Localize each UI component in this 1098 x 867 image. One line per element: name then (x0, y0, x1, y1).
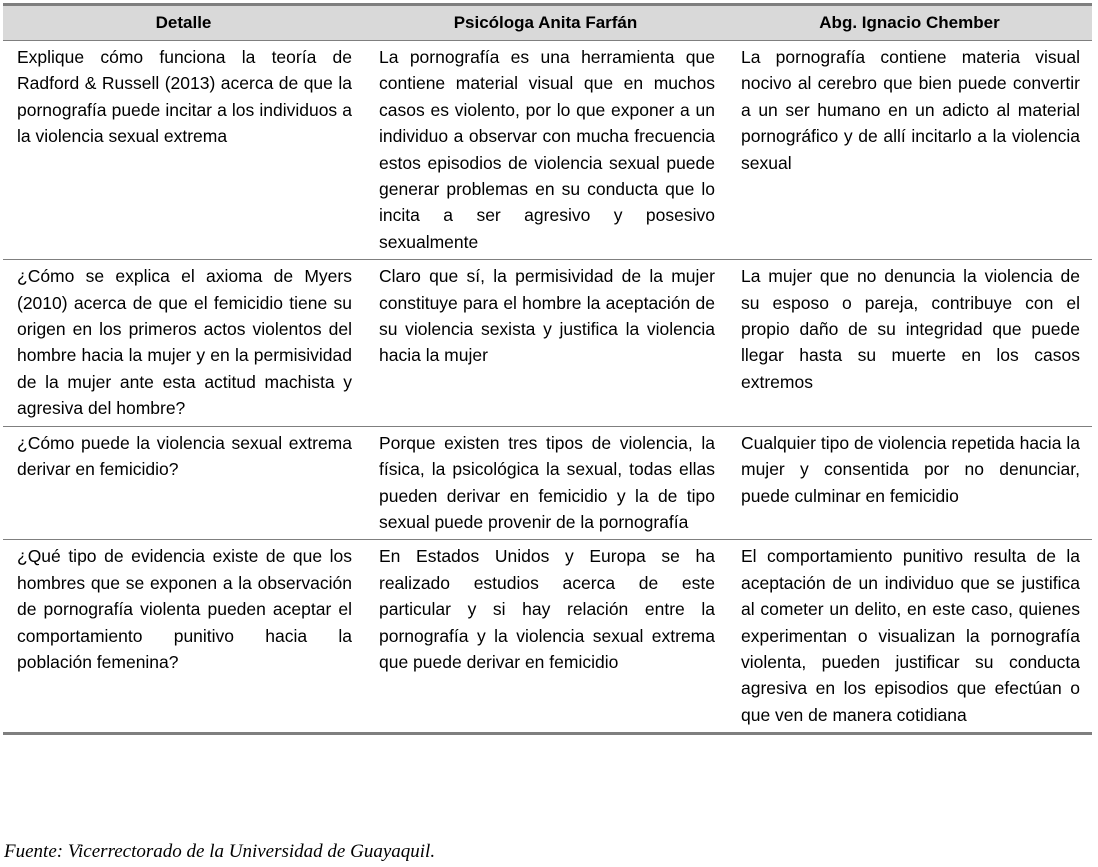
table-row (3, 260, 1092, 426)
header-detalle: Detalle (3, 5, 364, 41)
table-row (3, 540, 1092, 734)
table-header (3, 5, 1092, 41)
abogado-answer-cell: La pornografía contiene materia visual nocivo al cerebro que bien puede convertir a un ser humano en un adicto al material pornográfico y de allí incitarlo a la violencia sexual (727, 41, 1092, 260)
header-psicologa: Psicóloga Anita Farfán (364, 5, 727, 41)
abogado-answer-cell: El comportamiento punitivo resulta de la aceptación de un individuo que se justifica al cometer un delito, en este caso, quienes experimentan o visualizan la pornografía violenta, pueden justificar su conducta agresiva en los episodios que efectúan o que ven de manera cotidiana (727, 540, 1092, 734)
psicologa-answer-cell: Claro que sí, la permisividad de la mujer constituye para el hombre la aceptación de su violencia sexista y justifica la violencia hacia la mujer (364, 260, 727, 426)
table-row (3, 41, 1092, 260)
abogado-answer-cell: Cualquier tipo de violencia repetida hacia la mujer y consentida por no denunciar, puede culminar en femicidio (727, 426, 1092, 540)
psicologa-answer-cell: Porque existen tres tipos de violencia, la física, la psicológica la sexual, todas ellas pueden derivar en femicidio y la de tipo sexual puede provenir de la pornografía (364, 426, 727, 540)
interview-table (3, 3, 1092, 735)
table-body (3, 41, 1092, 734)
header-row (3, 5, 1092, 41)
table-row (3, 426, 1092, 540)
psicologa-answer-cell: La pornografía es una herramienta que contiene material visual que en muchos casos es violento, por lo que exponer a un individuo a observar con mucha frecuencia estos episodios de violencia sexual puede generar problemas en su conducta que lo incita a ser agresivo y posesivo sexualmente (364, 41, 727, 260)
question-cell: ¿Cómo puede la violencia sexual extrema derivar en femicidio? (3, 426, 364, 540)
header-abogado: Abg. Ignacio Chember (727, 5, 1092, 41)
source-caption: Fuente: Vicerrectorado de la Universidad de Guayaquil. (4, 841, 436, 862)
question-cell: ¿Qué tipo de evidencia existe de que los hombres que se exponen a la observación de pornografía violenta pueden aceptar el comportamiento punitivo hacia la población femenina? (3, 540, 364, 734)
abogado-answer-cell: La mujer que no denuncia la violencia de su esposo o pareja, contribuye con el propio daño de su integridad que puede llegar hasta su muerte en los casos extremos (727, 260, 1092, 426)
question-cell: Explique cómo funciona la teoría de Radford & Russell (2013) acerca de que la pornografía puede incitar a los individuos a la violencia sexual extrema (3, 41, 364, 260)
question-cell: ¿Cómo se explica el axioma de Myers (2010) acerca de que el femicidio tiene su origen en los primeros actos violentos del hombre hacia la mujer y en la permisividad de la mujer ante esta actitud machista y agresiva del hombre? (3, 260, 364, 426)
interview-table-container (3, 3, 1092, 735)
psicologa-answer-cell: En Estados Unidos y Europa se ha realizado estudios acerca de este particular y si hay relación entre la pornografía y la violencia sexual extrema que puede derivar en femicidio (364, 540, 727, 734)
